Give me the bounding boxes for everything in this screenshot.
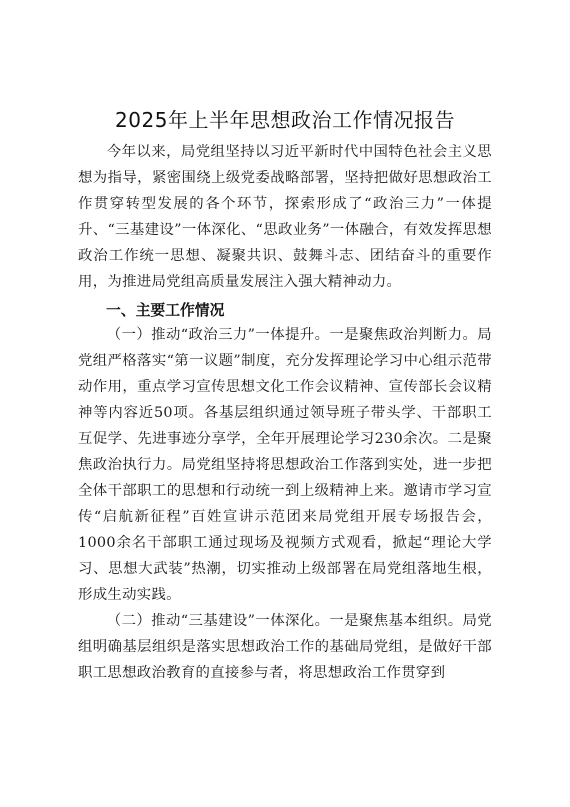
paragraph-political-capacity: （一）推动“政治三力”一体提升。一是聚焦政治判断力。局党组严格落实“第一议题”制度，充分发挥理论学习中心组示范带动作用，重点学习宣传思想文化工作会议精神、宣传部长会议精神等内容近50项。各基层组织通过领导班子带头学、干部职工互促学、先进事迹分享学，全年开展理论学习230余次。二是聚焦政治执行力。局党组坚持将思想政治工作落到实处，进一步把全体干部职工的思想和行动统一到上级精神上来。邀请市学习宣传“启航新征程”百姓宣讲示范团来局党组开展专场报告会，1000余名干部职工通过现场及视频方式观看，掀起“理论大学习、思想大武装”热潮，切实推动上级部署在局党组落地生根，形成生动实践。 <box>78 327 492 603</box>
section-1-body <box>78 322 492 686</box>
intro-paragraph: 今年以来，局党组坚持以习近平新时代中国特色社会主义思想为指导，紧密围绕上级党委战略部署，坚持把做好思想政治工作贯穿转型发展的各个环节，探索形成了“政治三力”一体提升、“三基建设”一体深化、“思政业务”一体融合，有效发挥思想政治工作统一思想、凝聚共识、鼓舞斗志、团结奋斗的重要作用，为推进局党组高质量发展注入强大精神动力。 <box>78 144 492 290</box>
section-heading: 一、主要工作情况 <box>106 302 225 319</box>
intro-section <box>78 139 492 295</box>
paragraph-three-basics: （二）推动“三基建设”一体深化。一是聚焦基本组织。局党组明确基层组织是落实思想政治工作的基础局党组，是做好干部职工思想政治教育的直接参与者，将思想政治工作贯穿到 <box>78 613 492 681</box>
document-title: 2025年上半年思想政治工作情况报告 <box>115 108 455 132</box>
